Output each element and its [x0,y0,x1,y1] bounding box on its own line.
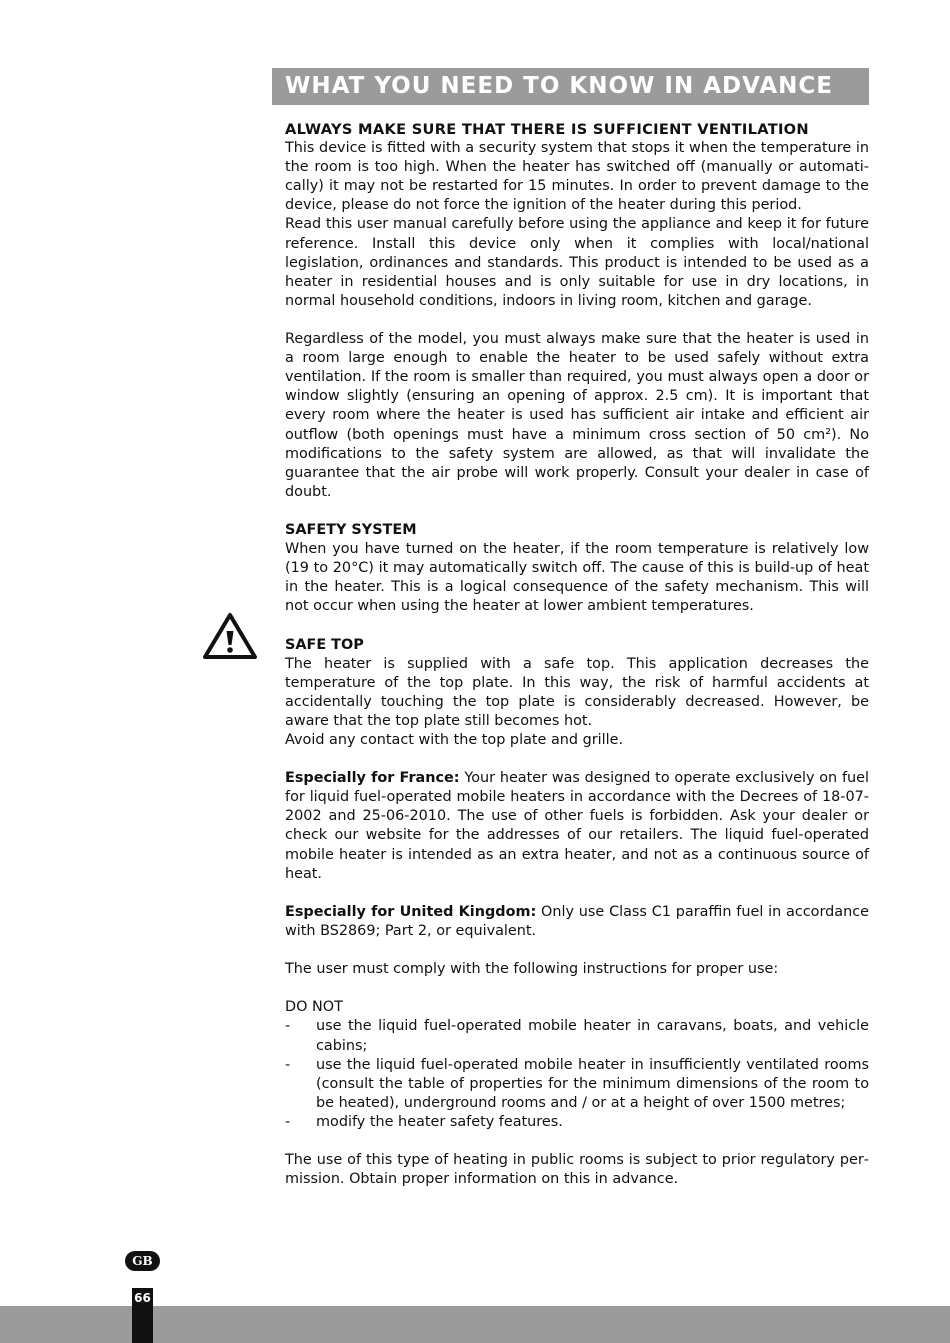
france-label: Especially for France: [285,770,460,787]
paragraph: The heater is supplied with a safe top. This application decreases the temperature of the top plate. In this way, the risk of harmful accidents at accidentally touching the top plate is considerably decreased. However, be aware that the top plate still becomes hot. [285,655,869,729]
paragraph-uk [285,903,869,941]
paragraph: Avoid any contact with the top plate and grille. [285,732,624,748]
page-title: WHAT YOU NEED TO KNOW IN ADVANCE [285,73,834,99]
warning-triangle-icon [202,611,258,661]
list-item [285,1056,869,1113]
list-item-text: use the liquid fuel-operated mobile heater in insufficiently ventilated rooms (consult the table of properties for the minimum dimensions of the room to be heated), underground rooms and / or at a height of over 1500 metres; [316,1056,869,1111]
section-heading-safe-top: SAFE TOP [285,636,364,653]
list-dash: - [285,1113,291,1130]
list-item-text: use the liquid fuel-operated mobile heater in caravans, boats, and vehicle cabins; [316,1018,869,1054]
paragraph: Regardless of the model, you must always make sure that the heater is used in a room large enough to enable the heater to be used safely without extra ventilation. If the room is smaller than required, you must always open a door or window slightly (ensuring an opening of approx. 2.5 cm). It is important that every room where the heater is used has sufficient air intake and efficient air outflow (both openings must have a minimum cross section of 50 cm²). No modifications to the safety system are allowed, as that will invalidate the guarantee that the air probe will work properly. Consult your dealer in case of doubt. [285,331,869,500]
paragraph: The user must comply with the following instructions for proper use: [285,961,779,978]
uk-label: Especially for United Kingdom: [285,903,537,920]
paragraph: This device is fitted with a security system that stops it when the temperature in the room is too high. When the heater has switched off (manually or automatically) it may not be restarted for 15 minutes. In order to prevent damage to the device, please do not force the ignition of the heater during this period. [285,140,869,214]
uk-text: Only use Class C1 paraffin fuel in accordance with BS2869; Part 2, or equivalent. [285,903,869,939]
list-dash: - [285,1056,291,1073]
section-heading-safety-system: SAFETY SYSTEM [285,521,417,538]
list-item [285,1017,869,1055]
page-title-banner [272,68,869,105]
list-item [285,1113,869,1132]
france-text: Your heater was designed to operate exclusively on fuel for liquid fuel-operated mobile heaters in accordance with the Decrees of 18-07-2002 and 25-06-2010. The use of other fuels is forbidden. Ask your dealer or check our website for the addresses of our retailers. The liquid fuel-operated mobile heater is intended as an extra heater, and not as a continuous source of heat. [285,770,869,882]
do-not-heading: DO NOT [285,999,343,1016]
paragraph: Read this user manual carefully before using the appliance and keep it for future reference. Install this device only when it complies with local/national legislation, ordinances and standards. This product is intended to be used as a heater in residential houses and is only suitable for use in dry locations, in normal household conditions, indoors in living room, kitchen and garage. [285,216,869,309]
paragraph: When you have turned on the heater, if the room temperature is relatively low (19 to 20°C) it may automatically switch off. The cause of this is build-up of heat in the heater. This is a logical consequence of the safety mechanism. This will not occur when using the heater at lower ambient temperatures. [285,541,869,615]
page-number: 66 [134,1291,151,1305]
section-heading-ventilation: ALWAYS MAKE SURE THAT THERE IS SUFFICIENT VENTILATION [285,121,809,138]
list-item-text: modify the heater safety features. [316,1113,563,1130]
country-badge: GB [125,1251,160,1271]
paragraph-france [285,769,869,884]
list-dash: - [285,1018,291,1035]
document-body [285,118,869,1189]
paragraph: The use of this type of heating in public rooms is subject to prior regulatory permission. Obtain proper information on this in advance. [285,1152,869,1188]
